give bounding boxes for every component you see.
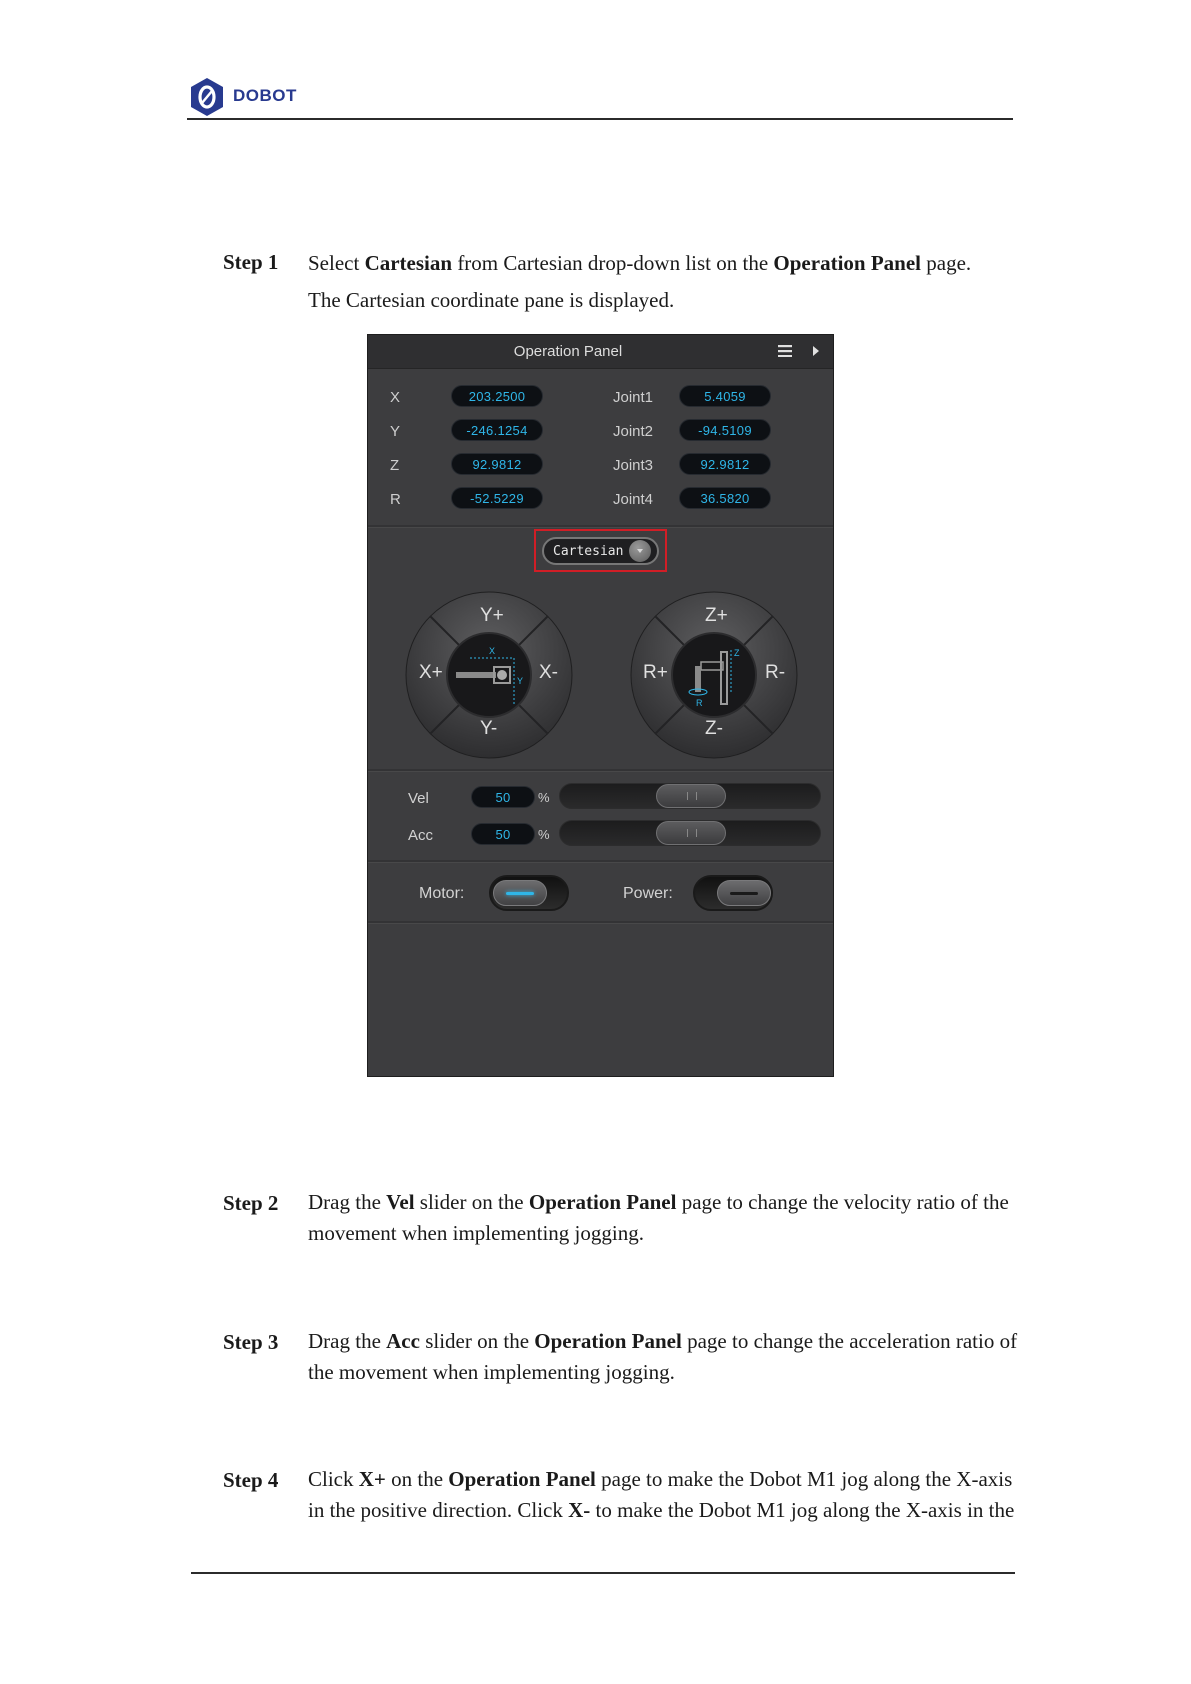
joint-label-4: Joint4 xyxy=(613,491,654,508)
acc-value[interactable]: 50 xyxy=(471,823,535,845)
coord-label-r: R xyxy=(390,491,401,508)
header-divider xyxy=(187,118,1013,120)
vel-slider[interactable] xyxy=(559,783,821,809)
power-toggle[interactable] xyxy=(693,875,773,911)
joint-label-3: Joint3 xyxy=(613,457,654,474)
svg-text:Z: Z xyxy=(734,648,740,658)
panel-title: Operation Panel xyxy=(513,343,623,360)
power-label: Power: xyxy=(623,885,673,902)
coord-label-z: Z xyxy=(390,457,400,474)
step-4-label: Step 4 xyxy=(223,1468,279,1492)
jog-x-minus-button[interactable]: X- xyxy=(539,662,558,683)
acc-unit: % xyxy=(538,827,550,842)
step-3-label: Step 3 xyxy=(223,1330,279,1354)
panel-divider xyxy=(368,525,833,528)
coord-value-r: -52.5229 xyxy=(451,487,543,509)
step-1-result: The Cartesian coordinate pane is displayed. xyxy=(308,288,675,312)
coord-value-z: 92.9812 xyxy=(451,453,543,475)
acc-slider-thumb[interactable] xyxy=(656,821,726,845)
vel-value[interactable]: 50 xyxy=(471,786,535,808)
panel-divider xyxy=(368,860,833,863)
jog-y-minus-button[interactable]: Y- xyxy=(480,718,498,739)
power-toggle-knob xyxy=(717,880,771,906)
motor-label: Motor: xyxy=(419,885,465,902)
svg-text:R: R xyxy=(696,698,703,708)
step-1-label: Step 1 xyxy=(223,250,279,274)
svg-text:X: X xyxy=(489,646,496,656)
coord-label-x: X xyxy=(390,389,401,406)
panel-titlebar xyxy=(368,335,833,369)
jog-r-plus-button[interactable]: R+ xyxy=(643,662,668,683)
operation-panel xyxy=(367,334,834,1077)
joint-value-4: 36.5820 xyxy=(679,487,771,509)
chevron-down-icon[interactable] xyxy=(629,540,651,562)
acc-label: Acc xyxy=(408,827,434,844)
arrow-right-icon[interactable] xyxy=(812,346,820,356)
step-2-label: Step 2 xyxy=(223,1191,279,1215)
mode-dropdown[interactable] xyxy=(542,537,659,565)
jog-r-minus-button[interactable]: R- xyxy=(765,662,786,683)
step-1-text: Select Cartesian from Cartesian drop-down list on the Operation Panel page. xyxy=(308,251,972,275)
mode-select-highlight xyxy=(534,529,667,572)
joint-label-1: Joint1 xyxy=(613,389,654,406)
jog-x-plus-button[interactable]: X+ xyxy=(419,662,443,683)
robot-top-view-icon xyxy=(448,634,530,716)
panel-divider xyxy=(368,921,833,924)
coord-value-y: -246.1254 xyxy=(451,419,543,441)
joint-value-2: -94.5109 xyxy=(679,419,771,441)
vel-unit: % xyxy=(538,790,550,805)
jog-z-minus-button[interactable]: Z- xyxy=(705,718,723,739)
grip-icon xyxy=(687,829,697,837)
step-2-text: Drag the Vel slider on the Operation Panel page to change the velocity ratio of the movement when implementing jogging. xyxy=(308,1190,1009,1245)
motor-toggle[interactable] xyxy=(489,875,569,911)
motor-on-indicator xyxy=(506,892,534,895)
step-3-text: Drag the Acc slider on the Operation Panel page to change the acceleration ratio of the movement when implementing jogging. xyxy=(308,1329,1018,1384)
coord-value-x: 203.2500 xyxy=(451,385,543,407)
svg-text:Y: Y xyxy=(517,676,524,686)
coord-label-y: Y xyxy=(390,423,401,440)
vel-label: Vel xyxy=(408,790,429,807)
vel-slider-thumb[interactable] xyxy=(656,784,726,808)
brand-name: DOBOT xyxy=(233,86,297,105)
joint-value-1: 5.4059 xyxy=(679,385,771,407)
acc-slider[interactable] xyxy=(559,820,821,846)
panel-divider xyxy=(368,769,833,772)
footer-divider xyxy=(191,1572,1015,1574)
menu-icon[interactable] xyxy=(778,345,792,357)
jog-y-plus-button[interactable]: Y+ xyxy=(480,605,504,626)
jog-z-plus-button[interactable]: Z+ xyxy=(705,605,728,626)
step-4-text: Click X+ on the Operation Panel page to make the Dobot M1 jog along the X-axis in the positive direction. Click X- to make the Dobot M1 jog along the X-axis in the xyxy=(308,1467,1015,1522)
power-off-indicator xyxy=(730,892,758,895)
joint-value-3: 92.9812 xyxy=(679,453,771,475)
robot-side-view-icon xyxy=(673,634,755,716)
dobot-logo-icon xyxy=(189,77,225,117)
mode-dropdown-value: Cartesian xyxy=(553,544,624,559)
grip-icon xyxy=(687,792,697,800)
motor-toggle-knob xyxy=(493,880,547,906)
joint-label-2: Joint2 xyxy=(613,423,654,440)
